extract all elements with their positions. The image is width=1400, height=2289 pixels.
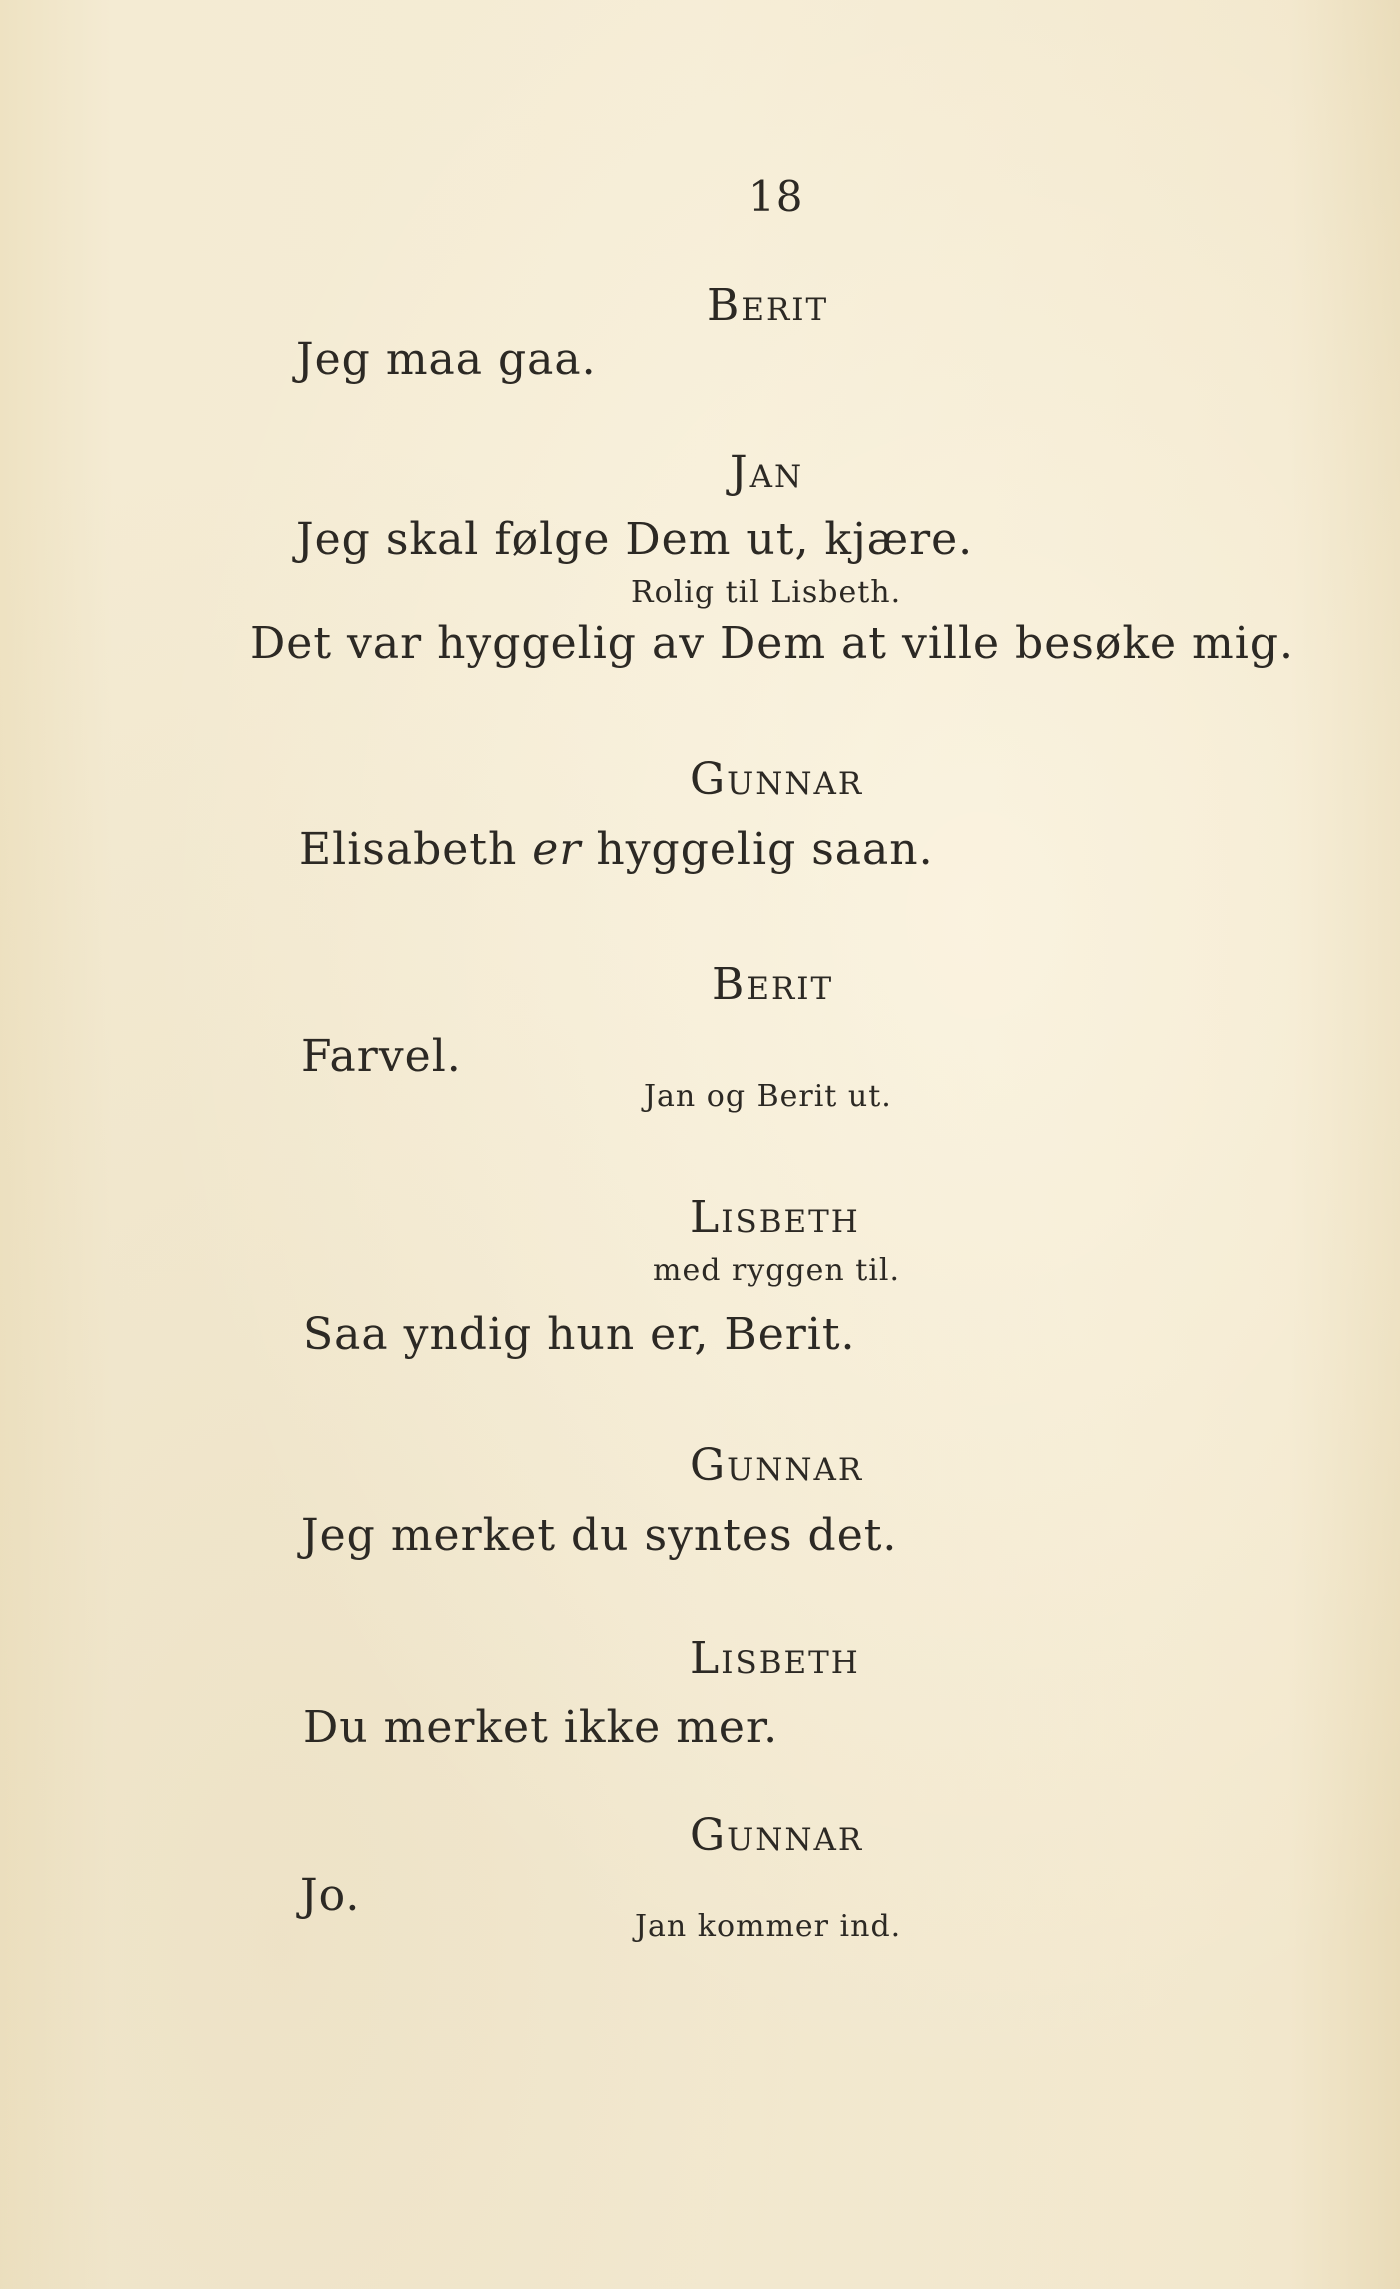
- page-number: 18: [748, 172, 804, 221]
- speaker-name: Lisbeth: [690, 1192, 860, 1243]
- stage-direction: med ryggen til.: [653, 1253, 901, 1288]
- emphasis-text: er: [532, 824, 582, 875]
- dialogue-line: Saa yndig hun er, Berit.: [303, 1309, 856, 1360]
- dialogue-line: Jeg merket du syntes det.: [301, 1510, 898, 1561]
- dialogue-line: Farvel.: [301, 1031, 462, 1082]
- speaker-name: Lisbeth: [690, 1633, 860, 1684]
- stage-direction: Jan og Berit ut.: [644, 1079, 892, 1114]
- dialogue-line: Jo.: [300, 1870, 361, 1921]
- speaker-name: Gunnar: [690, 1440, 864, 1491]
- speaker-name: Gunnar: [690, 1810, 864, 1861]
- dialogue-line: Det var hyggelig av Dem at ville besøke mig.: [250, 618, 1294, 669]
- dialogue-line: Jeg skal følge Dem ut, kjære.: [296, 514, 974, 565]
- dialogue-line: Jeg maa gaa.: [296, 334, 597, 385]
- speaker-name: Gunnar: [690, 754, 864, 805]
- speaker-name: Berit: [712, 959, 834, 1010]
- dialogue-line: Du merket ikke mer.: [303, 1702, 779, 1753]
- dialogue-text: hyggelig saan.: [581, 824, 934, 875]
- speaker-name: Jan: [730, 447, 804, 498]
- dialogue-line: [299, 824, 934, 875]
- dialogue-text: Elisabeth: [299, 824, 533, 875]
- stage-direction: Jan kommer ind.: [635, 1909, 902, 1944]
- speaker-name: Berit: [707, 280, 829, 331]
- stage-direction: Rolig til Lisbeth.: [631, 575, 902, 610]
